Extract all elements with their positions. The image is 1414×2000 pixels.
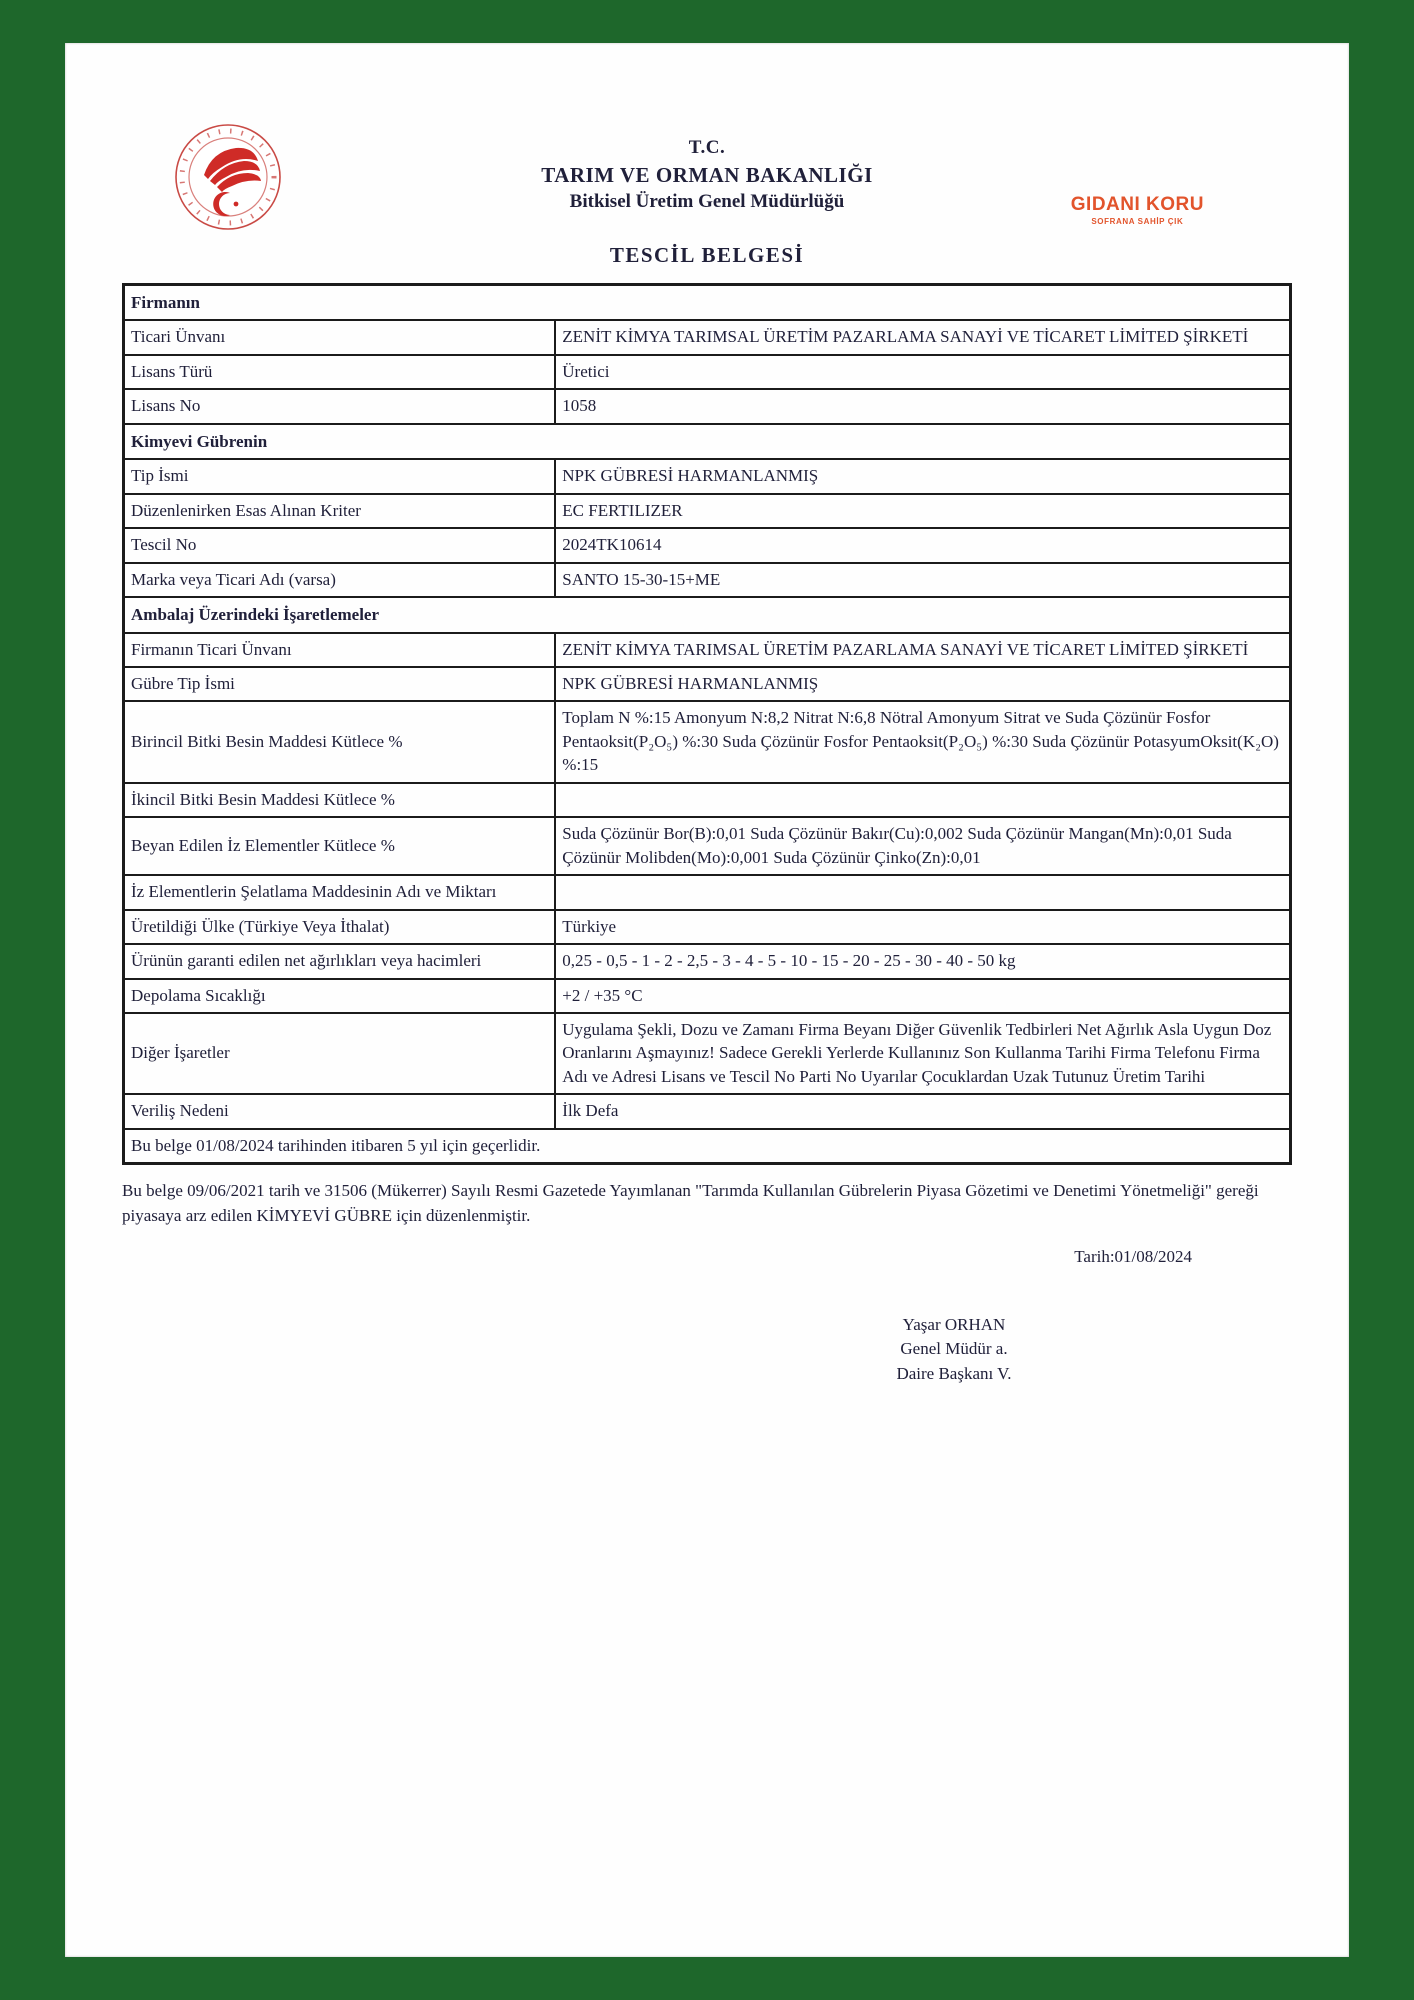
table-row (124, 563, 1291, 597)
signature-block (844, 1313, 1064, 1387)
field-value: Uygulama Şekli, Dozu ve Zamanı Firma Beyanı Diğer Güvenlik Tedbirleri Net Ağırlık Asla Uygun Doz Oranlarını Aşmayınız! Sadece Gerekli Yerlerde Kullanınız Son Kullanma Tarihi Firma Telefonu Firma Adı ve Adresi Lisans ve Tescil No Parti No Uyarılar Çocuklardan Uzak Tutunuz Üretim Tarihi (555, 1013, 1290, 1094)
validity-note: Bu belge 01/08/2024 tarihinden itibaren 5 yıl için geçerlidir. (124, 1129, 1291, 1164)
signatory-name: Yaşar ORHAN (902, 1314, 1006, 1334)
field-label: Tip İsmi (124, 459, 556, 493)
regulation-note: Bu belge 09/06/2021 tarih ve 31506 (Mükerrer) Sayılı Resmi Gazetede Yayımlanan "Tarımda Kullanılan Gübrelerin Piyasa Gözetimi ve Denetimi Yönetmeliği" gereği piyasaya arz edilen KİMYEVİ GÜBRE için düzenlenmiştir. (122, 1181, 1259, 1225)
field-label: Birincil Bitki Besin Maddesi Kütlece % (124, 701, 556, 782)
table-row (124, 633, 1291, 667)
field-value: İlk Defa (555, 1094, 1290, 1128)
field-value: +2 / +35 °C (555, 979, 1290, 1013)
field-label: Marka veya Ticari Adı (varsa) (124, 563, 556, 597)
field-label: Ürünün garanti edilen net ağırlıkları veya hacimleri (124, 944, 556, 978)
gidani-koru-title: GIDANI KORU (1070, 194, 1204, 215)
field-label: Firmanın Ticari Ünvanı (124, 633, 556, 667)
table-row (124, 355, 1291, 389)
section-label: Ambalaj Üzerindeki İşaretlemeler (124, 597, 1291, 632)
field-label: İkincil Bitki Besin Maddesi Kütlece % (124, 783, 556, 817)
document-header (122, 43, 1292, 283)
field-label: Ticari Ünvanı (124, 320, 556, 354)
table-row (124, 979, 1291, 1013)
field-label: Depolama Sıcaklığı (124, 979, 556, 1013)
field-value: NPK GÜBRESİ HARMANLANMIŞ (555, 459, 1290, 493)
field-label: Veriliş Nedeni (124, 1094, 556, 1128)
field-value: 0,25 - 0,5 - 1 - 2 - 2,5 - 3 - 4 - 5 - 10 - 15 - 20 - 25 - 30 - 40 - 50 kg (555, 944, 1290, 978)
field-label: Tescil No (124, 528, 556, 562)
field-label: Üretildiği Ülke (Türkiye Veya İthalat) (124, 910, 556, 944)
table-full-row (124, 1129, 1291, 1164)
field-label: Düzenlenirken Esas Alınan Kriter (124, 494, 556, 528)
certificate-table (122, 283, 1292, 1165)
field-value: 2024TK10614 (555, 528, 1290, 562)
table-row (124, 1094, 1291, 1128)
table-row (124, 910, 1291, 944)
ministry-line-1: T.C. (688, 137, 726, 158)
field-label: Gübre Tip İsmi (124, 667, 556, 701)
field-value: EC FERTILIZER (555, 494, 1290, 528)
table-row (124, 459, 1291, 493)
table-row (124, 667, 1291, 701)
field-value: SANTO 15-30-15+ME (555, 563, 1290, 597)
field-label: İz Elementlerin Şelatlama Maddesinin Adı ve Miktarı (124, 875, 556, 909)
table-section-row (124, 597, 1291, 632)
field-label: Lisans No (124, 389, 556, 423)
ministry-line-2: TARIM VE ORMAN BAKANLIĞI (541, 162, 873, 187)
certificate-table-body (124, 285, 1291, 1164)
field-label: Beyan Edilen İz Elementler Kütlece % (124, 817, 556, 875)
field-value: NPK GÜBRESİ HARMANLANMIŞ (555, 667, 1290, 701)
gidani-koru-subtitle: SOFRANA SAHİP ÇIK (1091, 216, 1184, 226)
table-row (124, 320, 1291, 354)
table-row (124, 817, 1291, 875)
field-value: ZENİT KİMYA TARIMSAL ÜRETİM PAZARLAMA SANAYİ VE TİCARET LİMİTED ŞİRKETİ (555, 320, 1290, 354)
table-row (124, 944, 1291, 978)
gidani-koru-logo (1071, 195, 1204, 227)
section-label: Firmanın (124, 285, 1291, 321)
field-value (555, 783, 1290, 817)
field-value: Suda Çözünür Bor(B):0,01 Suda Çözünür Bakır(Cu):0,002 Suda Çözünür Mangan(Mn):0,01 Suda Çözünür Molibden(Mo):0,001 Suda Çözünür Çinko(Zn):0,01 (555, 817, 1290, 875)
table-row (124, 494, 1291, 528)
table-section-row (124, 285, 1291, 321)
table-row (124, 528, 1291, 562)
issue-date: Tarih:01/08/2024 (1074, 1246, 1192, 1266)
table-row (124, 783, 1291, 817)
field-value: Üretici (555, 355, 1290, 389)
field-value (555, 875, 1290, 909)
field-label: Diğer İşaretler (124, 1013, 556, 1094)
field-value: Toplam N %:15 Amonyum N:8,2 Nitrat N:6,8 Nötral Amonyum Sitrat ve Suda Çözünür Fosfor Pentaoksit(P₂O₅) %:30 Suda Çözünür Fosfor Pentaoksit(P₂O₅) %:30 Suda Çözünür PotasyumOksit(K₂O) %:15 (555, 701, 1290, 782)
ministry-line-3: Bitkisel Üretim Genel Müdürlüğü (569, 190, 845, 212)
table-row (124, 875, 1291, 909)
signatory-title-1: Genel Müdür a. (900, 1339, 1008, 1359)
table-section-row (124, 424, 1291, 459)
certificate-page (65, 43, 1349, 1957)
field-label: Lisans Türü (124, 355, 556, 389)
field-value: 1058 (555, 389, 1290, 423)
field-value: ZENİT KİMYA TARIMSAL ÜRETİM PAZARLAMA SANAYİ VE TİCARET LİMİTED ŞİRKETİ (555, 633, 1290, 667)
field-value: Türkiye (555, 910, 1290, 944)
table-row (124, 701, 1291, 782)
signatory-title-2: Daire Başkanı V. (896, 1363, 1012, 1383)
section-label: Kimyevi Gübrenin (124, 424, 1291, 459)
document-title: TESCİL BELGESİ (609, 243, 805, 267)
table-row (124, 1013, 1291, 1094)
table-row (124, 389, 1291, 423)
